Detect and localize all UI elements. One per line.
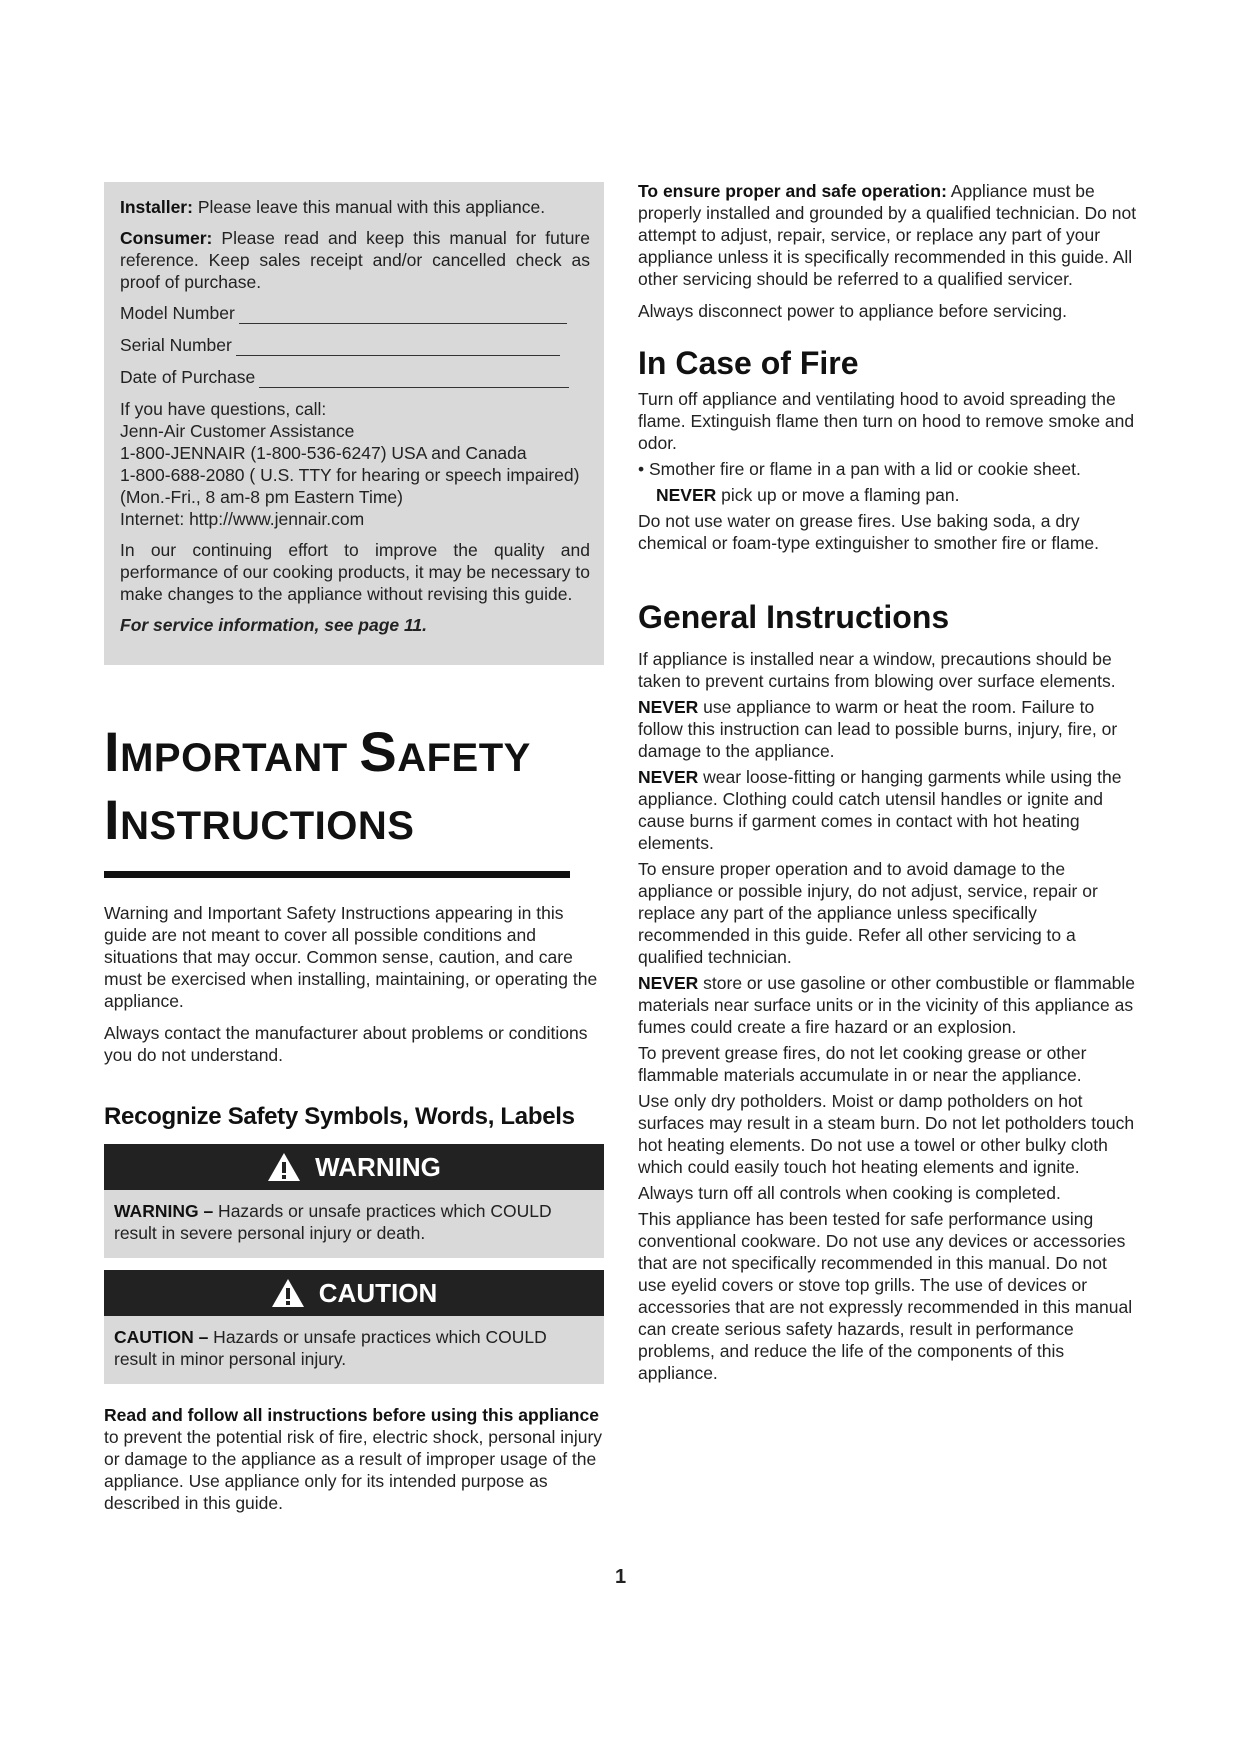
model-number-label: Model Number	[120, 303, 235, 323]
title-line-2: INSTRUCTIONS	[104, 788, 415, 851]
service-reference: For service information, see page 11.	[120, 615, 428, 635]
assistance-line: Jenn-Air Customer Assistance	[120, 421, 355, 441]
recognize-heading: Recognize Safety Symbols, Words, Labels	[104, 1103, 575, 1130]
safe-operation-paragraph: To ensure proper and safe operation: Appliance must be properly installed and grounded by a qualified technician. Do not attempt to adjust, repair, service, or replace any part of your appliance unless it is specifically recommended in this guide. All other servicing should be referred to a qualified servicer.	[638, 181, 1137, 289]
general-paragraph-1: If appliance is installed near a window, precautions should be taken to prevent curtains from blowing over surface elements.	[638, 649, 1116, 691]
date-of-purchase-line	[259, 369, 569, 388]
warning-signal-bar	[104, 1144, 604, 1190]
installer-note: Installer: Please leave this manual with this appliance.	[120, 197, 546, 217]
general-paragraph-9: This appliance has been tested for safe performance using conventional cookware. Do not use any devices or accessories that are not specifically recommended in this manual. Do not use eyelid covers or stove top grills. The use of devices or accessories that are not expressly recommended in this manual can create serious safety hazards, result in performance problems, and reduce the life of the components of this appliance.	[638, 1209, 1133, 1383]
general-paragraph-6: To prevent grease fires, do not let cooking grease or other flammable materials accumulate in or near the appliance.	[638, 1043, 1087, 1085]
date-of-purchase-label: Date of Purchase	[120, 367, 256, 387]
page-number: 1	[614, 1566, 627, 1588]
phone-line: 1-800-JENNAIR (1-800-536-6247) USA and Canada	[120, 443, 527, 463]
title-line-1: IMPORTANT SAFETY	[104, 720, 531, 783]
general-heading: General Instructions	[638, 599, 950, 635]
questions-line: If you have questions, call:	[120, 399, 327, 419]
read-instructions-paragraph: Read and follow all instructions before using this appliance to prevent the potential risk of fire, electric shock, personal injury or damage to the appliance as a result of improper usage of the appliance. Use appliance only for its intended purpose as described in this guide.	[104, 1405, 603, 1513]
general-paragraph-2: NEVER use appliance to warm or heat the room. Failure to follow this instruction can lead to possible burns, injury, fire, or damage to the appliance.	[638, 697, 1118, 761]
tty-line: 1-800-688-2080 ( U.S. TTY for hearing or speech impaired)	[120, 465, 580, 485]
warning-bar-label: WARNING	[315, 1152, 441, 1182]
general-paragraph-7: Use only dry potholders. Moist or damp potholders on hot surfaces may result in a steam burn. Do not let potholders touch hot heating elements. Do not use a towel or other bulky cloth which could easily touch hot heating elements and ignite.	[638, 1091, 1135, 1177]
serial-number-label: Serial Number	[120, 335, 232, 355]
consumer-note: Consumer: Please read and keep this manual for future reference. Keep sales receipt and/or cancelled check as proof of purchase.	[120, 228, 590, 292]
general-paragraph-5: NEVER store or use gasoline or other combustible or flammable materials near surface units or in the vicinity of this appliance as fumes could create a fire hazard or an explosion.	[638, 973, 1136, 1037]
fire-paragraph-2: Do not use water on grease fires. Use baking soda, a dry chemical or foam-type extinguisher to smother fire or flame.	[638, 511, 1100, 553]
warning-definition: WARNING – Hazards or unsafe practices which COULD result in severe personal injury or death.	[104, 1190, 604, 1258]
disconnect-paragraph: Always disconnect power to appliance before servicing.	[638, 301, 1067, 321]
serial-number-line	[236, 337, 560, 356]
right-column	[638, 180, 1138, 1394]
caution-triangle-icon	[271, 1278, 305, 1308]
caution-definition: CAUTION – Hazards or unsafe practices which COULD result in minor personal injury.	[104, 1316, 604, 1384]
general-paragraph-8: Always turn off all controls when cooking is completed.	[638, 1183, 1061, 1203]
serial-number-field	[120, 334, 590, 356]
owner-info-box	[104, 182, 604, 665]
fire-heading: In Case of Fire	[638, 345, 859, 381]
caution-bar-label: CAUTION	[318, 1278, 438, 1308]
model-number-field	[120, 302, 590, 324]
fire-never-line: NEVER pick up or move a flaming pan.	[656, 485, 960, 505]
model-number-line	[239, 305, 567, 324]
date-of-purchase-field	[120, 366, 590, 388]
intro-paragraph: Warning and Important Safety Instructions appearing in this guide are not meant to cover all possible conditions and situations that may occur. Common sense, caution, and care must be exercised when installing, maintaining, or operating the appliance.	[104, 903, 598, 1011]
internet-line: Internet: http://www.jennair.com	[120, 509, 365, 529]
general-paragraph-3: NEVER wear loose-fitting or hanging garments while using the appliance. Clothing could catch utensil handles or ignite and cause burns if garment comes in contact with hot heating elements.	[638, 767, 1122, 853]
left-column	[104, 182, 604, 1524]
caution-signal-bar	[104, 1270, 604, 1316]
title-divider	[104, 871, 570, 878]
page-title	[104, 721, 604, 857]
fire-paragraph-1: Turn off appliance and ventilating hood to avoid spreading the flame. Extinguish flame then turn on hood to remove smoke and odor.	[638, 389, 1135, 453]
fire-bullet: • Smother fire or flame in a pan with a lid or cookie sheet.	[638, 459, 1081, 479]
warning-triangle-icon	[267, 1152, 301, 1182]
contact-block	[120, 398, 590, 530]
improvement-note: In our continuing effort to improve the quality and performance of our cooking products, it may be necessary to make changes to the appliance without revising this guide.	[120, 540, 590, 604]
contact-manufacturer-paragraph: Always contact the manufacturer about problems or conditions you do not understand.	[104, 1023, 588, 1065]
general-paragraph-4: To ensure proper operation and to avoid damage to the appliance or possible injury, do not adjust, service, repair or replace any part of the appliance unless specifically recommended in this guide. Refer all other servicing to a qualified technician.	[638, 859, 1098, 967]
hours-line: (Mon.-Fri., 8 am-8 pm Eastern Time)	[120, 487, 403, 507]
